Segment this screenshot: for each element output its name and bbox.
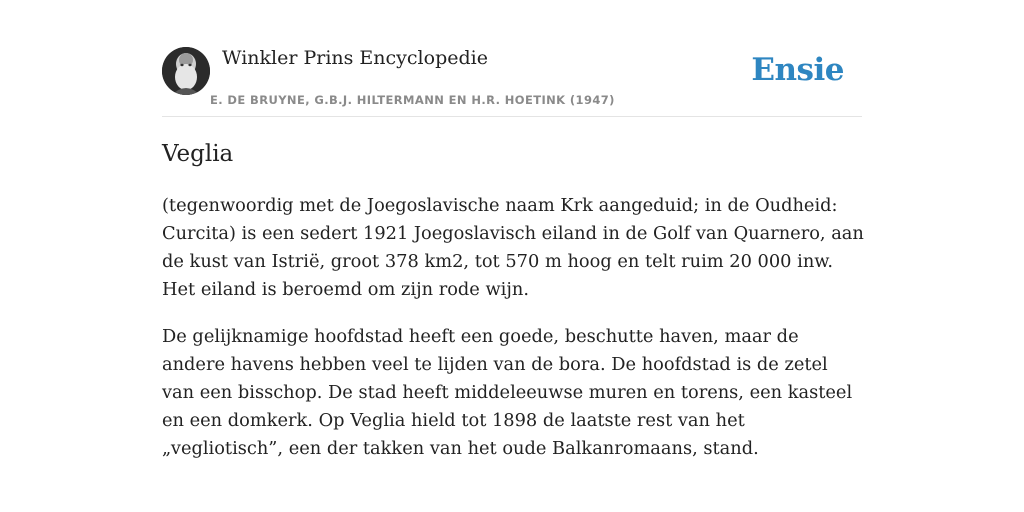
source-header bbox=[162, 46, 862, 117]
article-body bbox=[162, 192, 864, 482]
article-title: Veglia bbox=[162, 141, 234, 167]
ensie-logo-link[interactable]: Ensie bbox=[751, 52, 844, 88]
source-title[interactable]: Winkler Prins Encyclopedie bbox=[222, 47, 488, 69]
article-paragraph: De gelijknamige hoofdstad heeft een goede, beschutte haven, maar de andere havens hebben veel te lijden van de bora. De hoofdstad is de zetel van een bisschop. De stad heeft middeleeuwse muren en torens, een kasteel en een domkerk. Op Veglia hield tot 1898 de laatste rest van het „vegliotisch”, een der takken van het oude Balkanromaans, stand. bbox=[162, 326, 853, 459]
author-avatar bbox=[162, 47, 210, 95]
source-authors: E. DE BRUYNE, G.B.J. HILTERMANN EN H.R. HOETINK (1947) bbox=[210, 93, 615, 107]
article-paragraph: (tegenwoordig met de Joegoslavische naam Krk aangeduid; in de Oudheid: Curcita) is een sedert 1921 Joegoslavisch eiland in de Golf van Quarnero, aan de kust van Istrië, groot 378 km2, tot 570 m hoog en telt ruim 20 000 inw. Het eiland is beroemd om zijn rode wijn. bbox=[162, 195, 864, 300]
portrait-icon bbox=[162, 47, 210, 95]
